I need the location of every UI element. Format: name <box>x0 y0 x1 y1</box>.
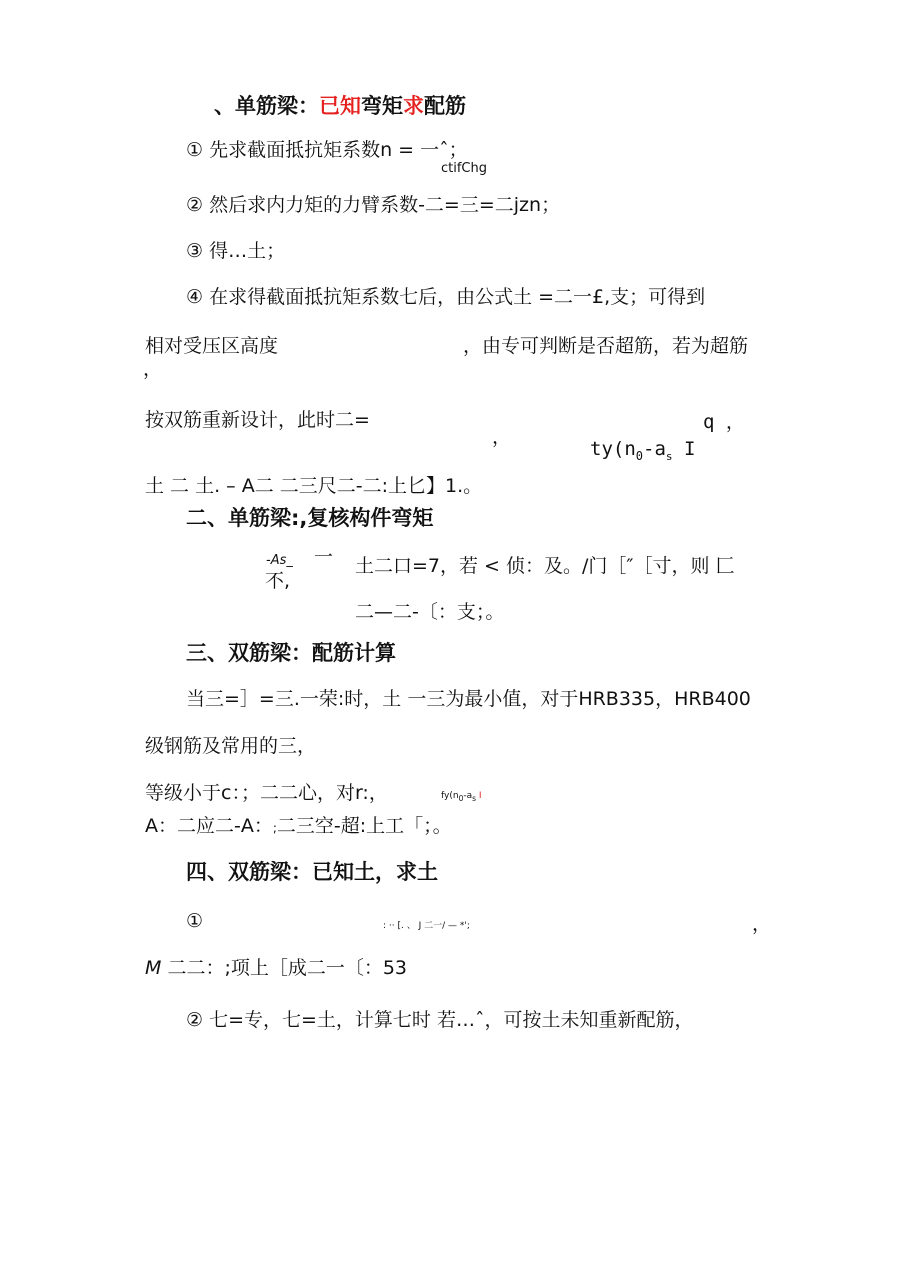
s1-line5b: ，由专可判断是否超筋，若为超筋 <box>463 335 749 357</box>
s2-frac-bottom: 不, <box>265 570 291 592</box>
heading-prefix: 、单筋梁： <box>214 94 319 118</box>
s4-item1: ① <box>186 910 204 932</box>
s3-line1: 当三=］=三.一荣:时，土 一三为最小值，对于HRB335，HRB400 <box>186 688 751 710</box>
heading-red-known: 已知 <box>319 94 361 118</box>
s1-line6c: ， <box>492 426 512 448</box>
s1-item1-sub: ctifChg <box>441 161 488 176</box>
s2-frac-top: -As_ <box>266 553 293 568</box>
s2-line2: 二—二-〔：支；。 <box>355 601 505 623</box>
s1-line5a: 相对受压区高度 <box>145 335 279 357</box>
s4-item1-end: ， <box>752 913 772 935</box>
heading-suffix: 配筋 <box>424 94 466 118</box>
s1-line6d: $ty(n_0-a_s$ I <box>590 438 696 463</box>
s1-line6b: q ， <box>703 411 745 433</box>
s3-line2: 级钢筋及常用的三， <box>145 735 317 757</box>
section3-heading: 三、双筋梁：配筋计算 <box>186 641 396 665</box>
s1-line6a: 按双筋重新设计，此时二= <box>145 409 370 431</box>
s3-line4: A：二应二-A：;二三空-超:上工「；。 <box>145 815 452 837</box>
s3-line3-small: $fy(n_0-a_s$ I <box>441 791 482 803</box>
s1-item1: ① 先求截面抵抗矩系数n = 一ˆ； <box>186 139 468 161</box>
s1-item2: ② 然后求内力矩的力臂系数-二=三=二jzn； <box>186 194 561 216</box>
heading-red-seek: 求 <box>403 94 424 118</box>
s3-line3: 等级小于c：；二二心，对r:， <box>145 782 388 804</box>
s4-item1-small: : ·· [. 、 J 二一/ — *'; <box>383 921 470 931</box>
section4-heading: 四、双筋梁：已知土，求土 <box>186 860 438 884</box>
s1-line7: 土 二 土. – A二 二三尺二-二:上匕】1.。 <box>145 475 483 497</box>
s2-line1: 土二口=7，若 < 侦：及。/门［″［寸，则 匚 <box>355 555 735 577</box>
section2-heading: 二、单筋梁:,复核构件弯矩 <box>186 506 434 530</box>
heading-mid: 弯矩 <box>361 94 403 118</box>
s4-line2: M 二二：;项上［成二一〔：53 <box>145 957 408 979</box>
s4-item2: ② 七=专，七=土，计算七时 若…ˆ，可按土未知重新配筋， <box>186 1009 694 1031</box>
s1-line5c: ， <box>143 358 163 380</box>
s1-item3: ③ 得…土； <box>186 240 286 262</box>
section1-heading <box>214 96 466 117</box>
s1-item4: ④ 在求得截面抵抗矩系数七后，由公式土 =二一£,支；可得到 <box>186 286 706 308</box>
s2-dash: 一 <box>314 546 334 568</box>
